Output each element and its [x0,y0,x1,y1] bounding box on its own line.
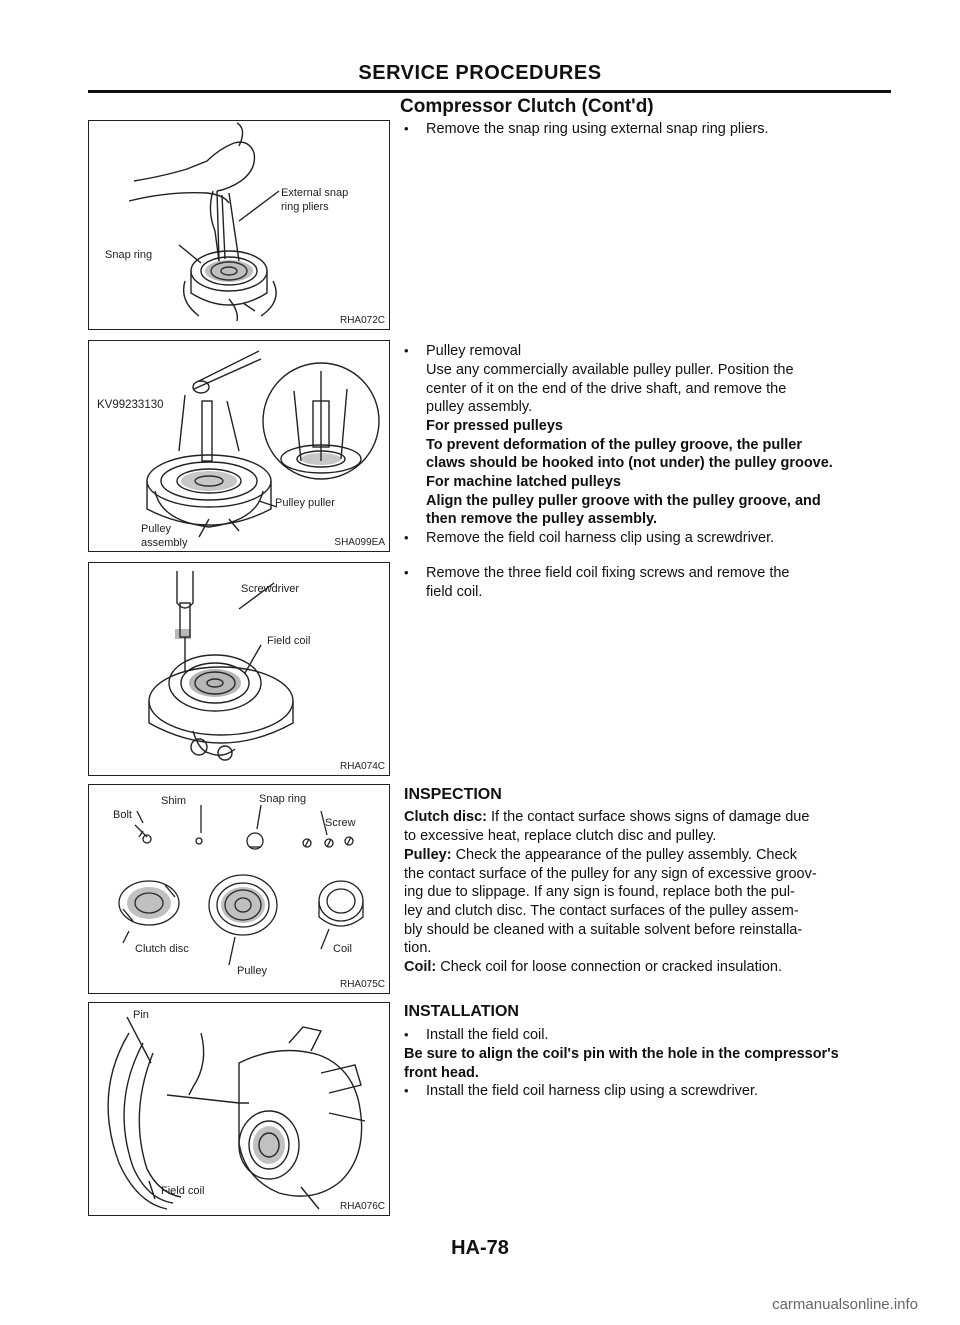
bullet: • [404,530,409,545]
page-header-title: SERVICE PROCEDURES [358,62,602,84]
figure-code: RHA076C [339,1201,385,1212]
step-remove-snap-ring: Remove the snap ring using external snap ring pliers. [426,121,769,137]
step-pulley-removal-title: Pulley removal [426,343,522,359]
inspection-line: ley and clutch disc. The contact surfaces of the pulley assem- [404,903,799,919]
label-bolt: Bolt [113,809,132,821]
install-step-field-coil: Install the field coil. [426,1027,549,1043]
label-field-coil: Field coil [161,1185,205,1197]
clutch-disc-text: If the contact surface shows signs of damage due [486,809,810,825]
bullet: • [404,1083,409,1098]
inspection-coil [404,958,782,977]
pulley-label: Pulley: [404,847,452,863]
inspection-line: to excessive heat, replace clutch disc and pulley. [404,828,717,844]
label-screwdriver: Screwdriver [241,583,300,595]
label-pulley-puller: Pulley puller [275,497,335,509]
install-warning-line: front head. [404,1065,479,1081]
pressed-pulleys-title: For pressed pulleys [426,418,563,434]
label-pulley: Pulley [141,523,171,535]
watermark: carmanualsonline.info [772,1296,918,1313]
inspection-line: ing due to slippage. If any sign is found, replace both the pul- [404,884,795,900]
label-snap-ring: Snap ring [259,793,307,805]
latched-pulleys-line: then remove the pulley assembly. [426,511,658,527]
step-field-coil-line: field coil. [426,584,483,600]
pulley-removal-line: Use any commercially available pulley puller. Position the [426,362,794,378]
inspection-line: bly should be cleaned with a suitable solvent before reinstalla- [404,922,803,938]
install-step-harness-clip: Install the field coil harness clip using a screwdriver. [426,1083,759,1099]
inspection-pulley [404,846,797,865]
figure-field-coil-screws [88,562,390,776]
screwdriver-field-coil-illustration [89,563,389,775]
label-tool-number: KV99233130 [97,399,164,411]
header-rule [88,90,891,93]
field-coil-pin-illustration [89,1003,389,1215]
label-clutch-disc: Clutch disc [135,943,189,955]
figure-field-coil-install [88,1002,390,1216]
latched-pulleys-title: For machine latched pulleys [426,474,621,490]
coil-label: Coil: [404,959,437,975]
label-pin: Pin [133,1009,149,1021]
pressed-pulleys-line: claws should be hooked into (not under) the pulley groove. [426,455,833,471]
pulley-puller-illustration [89,341,389,551]
snap-ring-pliers-illustration [89,121,389,329]
label-snap-ring: Snap ring [105,249,153,261]
pressed-pulleys-line: To prevent deformation of the pulley groove, the puller [426,437,802,453]
inspection-heading: INSPECTION [404,786,502,803]
coil-text: Check coil for loose connection or cracked insulation. [436,959,782,975]
label-coil: Coil [333,943,352,955]
latched-pulleys-line: Align the pulley puller groove with the pulley groove, and [426,493,821,509]
label-field-coil: Field coil [267,635,311,647]
figure-code: SHA099EA [334,537,385,548]
label-assembly: assembly [141,537,188,549]
pulley-removal-line: center of it on the end of the drive shaft, and remove the [426,381,787,397]
bullet: • [404,121,409,136]
figure-code: RHA074C [339,761,385,772]
pulley-text: Check the appearance of the pulley assembly. Check [451,847,798,863]
bullet: • [404,1027,409,1042]
figure-snap-ring-removal [88,120,390,330]
label-screw: Screw [325,817,356,829]
inspection-line: the contact surface of the pulley for any sign of excessive groov- [404,866,817,882]
bullet: • [404,343,409,358]
figure-code: RHA075C [339,979,385,990]
figure-code: RHA072C [339,315,385,326]
step-field-coil-line: Remove the three field coil fixing screws and remove the [426,565,790,581]
figure-clutch-exploded-view [88,784,390,994]
inspection-clutch-disc [404,808,809,827]
step-harness-clip: Remove the field coil harness clip using a screwdriver. [426,530,775,546]
page-number: HA-78 [451,1237,509,1259]
figure-pulley-puller [88,340,390,552]
label-external-snap: External snap [281,187,349,199]
label-pulley: Pulley [237,965,267,977]
installation-heading: INSTALLATION [404,1003,519,1020]
bullet: • [404,565,409,580]
label-shim: Shim [161,795,187,807]
label-ring-pliers: ring pliers [281,201,329,213]
inspection-line: tion. [404,940,432,956]
section-title: Compressor Clutch (Cont'd) [400,96,654,117]
install-warning-line: Be sure to align the coil's pin with the hole in the compressor's [404,1046,839,1062]
pulley-removal-line: pulley assembly. [426,399,533,415]
clutch-disc-label: Clutch disc: [404,809,487,825]
